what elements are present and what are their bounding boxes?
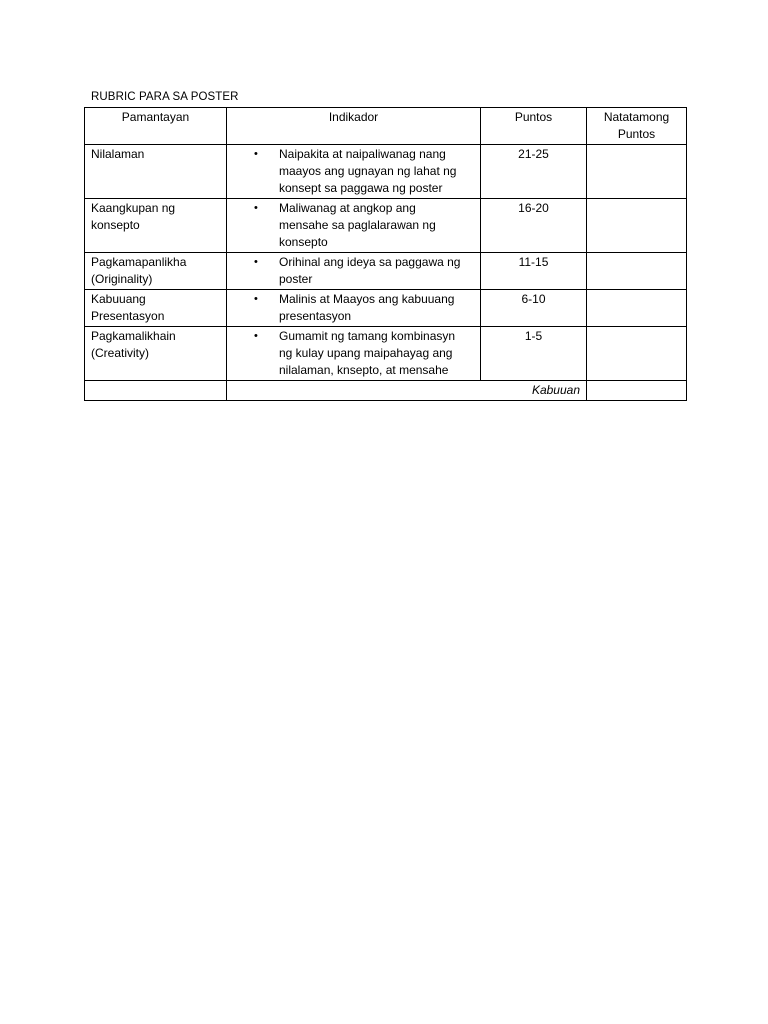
- criteria-cell: Nilalaman: [85, 145, 227, 199]
- indicator-list: [227, 254, 474, 288]
- score-cell: [587, 253, 687, 290]
- points-cell: 21-25: [481, 145, 587, 199]
- header-criteria: Pamantayan: [85, 108, 227, 145]
- score-cell: [587, 199, 687, 253]
- bullet-icon: •: [254, 202, 258, 214]
- header-points: Puntos: [481, 108, 587, 145]
- total-row: [85, 381, 687, 401]
- points-cell: 1-5: [481, 327, 587, 381]
- points-cell: 11-15: [481, 253, 587, 290]
- document-title: RUBRIC PARA SA POSTER: [91, 91, 239, 103]
- table-row: [85, 290, 687, 327]
- rubric-table: [84, 107, 687, 401]
- total-score-cell: [587, 381, 687, 401]
- indicator-cell: [227, 327, 481, 381]
- indicator-text: Naipakita at naipaliwanag nang maayos ang ugnayan ng lahat ng konsept sa paggawa ng poster: [279, 147, 457, 195]
- indicator-text: Gumamit ng tamang kombinasyn ng kulay upang maipahayag ang nilalaman, knsepto, at mensahe: [279, 329, 456, 377]
- indicator-item: [227, 328, 474, 379]
- bullet-icon: •: [254, 330, 258, 342]
- indicator-list: [227, 328, 474, 379]
- total-empty-cell: [85, 381, 227, 401]
- points-cell: 16-20: [481, 199, 587, 253]
- indicator-text: Malinis at Maayos ang kabuuang presentasyon: [279, 292, 455, 323]
- criteria-cell: Kabuuang Presentasyon: [85, 290, 227, 327]
- score-cell: [587, 290, 687, 327]
- bullet-icon: •: [254, 293, 258, 305]
- criteria-cell: Pagkamalikhain (Creativity): [85, 327, 227, 381]
- indicator-cell: [227, 290, 481, 327]
- points-cell: 6-10: [481, 290, 587, 327]
- table-header-row: [85, 108, 687, 145]
- table-row: [85, 327, 687, 381]
- criteria-cell: Kaangkupan ng konsepto: [85, 199, 227, 253]
- indicator-list: [227, 291, 474, 325]
- table-row: [85, 199, 687, 253]
- score-cell: [587, 327, 687, 381]
- score-cell: [587, 145, 687, 199]
- indicator-text: Orihinal ang ideya sa paggawa ng poster: [279, 255, 461, 286]
- indicator-item: [227, 254, 474, 288]
- indicator-item: [227, 291, 474, 325]
- total-label: Kabuuan: [227, 381, 587, 401]
- bullet-icon: •: [254, 256, 258, 268]
- criteria-cell: Pagkamapanlikha (Originality): [85, 253, 227, 290]
- indicator-text: Maliwanag at angkop ang mensahe sa paglalarawan ng konsepto: [279, 201, 436, 249]
- table-row: [85, 145, 687, 199]
- indicator-item: [227, 200, 474, 251]
- bullet-icon: •: [254, 148, 258, 160]
- indicator-cell: [227, 253, 481, 290]
- indicator-cell: [227, 199, 481, 253]
- indicator-cell: [227, 145, 481, 199]
- indicator-list: [227, 146, 474, 197]
- indicator-item: [227, 146, 474, 197]
- header-indicator: Indikador: [227, 108, 481, 145]
- header-score: Natatamong Puntos: [587, 108, 687, 145]
- table-row: [85, 253, 687, 290]
- indicator-list: [227, 200, 474, 251]
